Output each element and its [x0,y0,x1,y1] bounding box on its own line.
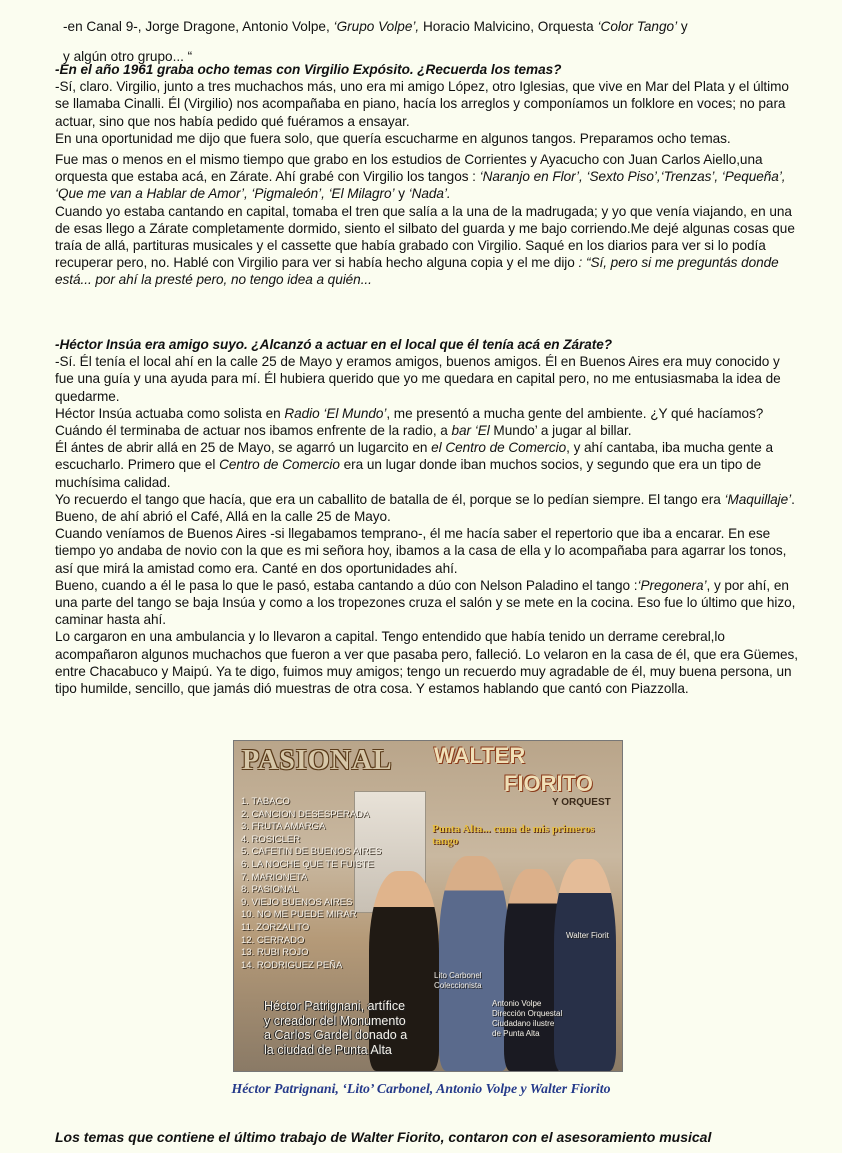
intro-italic: ‘Color Tango’ [597,18,678,34]
intro-text: Horacio Malvicino, Orquesta [419,18,598,34]
venue-name: Centro de Comercio [219,457,340,473]
answer-text: Cuando yo estaba cantando en capital, tomaba el tren que salía a la una de la madrugada; y yo que venía viajando, en una de esas llego a Zárate completamente dormido, siento el silbato del guarda y me bajo corriendo.Me dejé algunas cosas que traía de allá, partituras musicales y el cassette que había grabado con Virgilio. Saqué en los diarios para ver si lo podía recuperar pero, no. Hablé con Virgilio para ver si había hecho alguna copia y el me dijo [55,203,795,271]
question-1: -En el año 1961 graba ocho temas con Virgilio Expósito. ¿Recuerda los temas? [55,62,562,77]
answer-text: , me presentó a mucha gente del ambiente. ¿Y qué hacíamos? Cuándo él terminaba de actuar nos ibamos enfrente de la radio, a [55,405,764,439]
intro-line-1 [55,18,800,35]
tango-titles: ‘Naranjo en Flor’, ‘Sexto Piso’,‘Trenzas’, ‘Pequeña’, ‘Que me van a Hablar de Amor’, ‘Pigmaleón’, ‘El Milagro’ [55,169,786,202]
answer-paragraph: Cuando veníamos de Buenos Aires -si llegabamos temprano-, él me hacía saber el repertorio que iba a encarar. En ese tiempo yo andaba de novio con la que es mi señora hoy, ibamos a la casa de ella y lo acompañaba para agarrar los tonos, así que mirá la amistad como era. Canté en dos oportunidades ahí. [55,526,787,576]
credit-line: Héctor Patrignani, artífice [264,999,406,1013]
answer-paragraph [55,203,800,289]
answer-paragraph [55,577,800,629]
answer-paragraph: -Sí, claro. Virgilio, junto a tres muchachos más, uno era mi amigo López, otro Iglesias, que vive en Mar del Plata y el último se llamaba Cinalli. Él (Virgilio) nos acompañaba en piano, hacía los arreglos y componíamos un folklore en voces; no para actuar, sino que nos había pedido qué fuéramos a ensayar. [55,79,789,129]
answer-text: . Bueno, de ahí abrió el Café, Allá en la calle 25 de Mayo. [55,491,795,525]
label-volpe-role: Ciudadano ilustre [492,1019,555,1028]
answer-paragraph [55,491,800,525]
label-volpe-role: de Punta Alta [492,1029,540,1038]
track-item: 12. CERRADO [241,934,305,946]
label-volpe [492,999,562,1039]
answer-text: Héctor Insúa actuaba como solista en [55,405,285,421]
label-volpe-name: Antonio Volpe [492,999,542,1008]
album-title: PASIONAL [242,745,393,776]
intro-text: -en Canal 9-, Jorge Dragone, Antonio Volpe, [63,18,334,34]
track-item: 9. VIEJO BUENOS AIRES [241,896,353,908]
track-item: 2. CANCION DESESPERADA [241,808,370,820]
photo-credit [264,999,407,1057]
tango-title: ‘Maquillaje’ [724,491,792,507]
answer-paragraph: Lo cargaron en una ambulancia y lo llevaron a capital. Tengo entendido que había tenido un derrame cerebral,lo acompañaron algunos muchachos que fueron a ver que pasaba pero, falleció. Lo velaron en la casa de él, que era Güemes, entre Chacabuco y Maipú. Ya te digo, fuimos muy amigos; tengo un recuerdo muy agradable de él, muy buena persona, un tipo humilde, sencillo, que jamás dió muestras de otra cosa. Y estamos hablando que cantó con Piazzolla. [55,629,798,697]
track-item: 11. ZORZALITO [241,921,310,933]
track-list [241,796,381,972]
track-item: 1. TABACO [241,796,290,807]
track-item: 10. NO ME PUEDE MIRAR [241,909,357,921]
answer-paragraph [55,439,800,491]
album-slogan: Punta Alta... cuna de mis primeros tango [432,823,595,847]
artist-last-name: FIORITO [504,771,593,796]
venue-name: el Centro de Comercio [431,440,567,456]
answer-text: Fue mas o menos en el mismo tiempo que grabo en los estudios de Corrientes y Ayacucho con Juan Carlos Aiello,una orquesta que estaba acá, en Zárate. Ahí grabé con Virgilio los tangos : [55,152,763,185]
artist-first-name: WALTER [434,743,526,768]
credit-line: y creador del Monumento [264,1013,406,1028]
answer-text: , y ahí cantaba, iba mucha gente a escucharlo. Primero que el [55,440,773,473]
orchestra-label: Y ORQUEST [552,797,611,808]
artist-name [434,743,614,808]
album-cover-photo [233,740,623,1072]
label-volpe-role: Dirección Orquestal [492,1009,563,1018]
track-item: 8. PASIONAL [241,884,299,896]
credit-line: la ciudad de Punta Alta [264,1042,392,1057]
answer-paragraph: En una oportunidad me dijo que fuera solo, que quería escucharme en algunos tangos. Preparamos ocho temas. [55,130,731,146]
quote: : “Sí, pero si me preguntás donde está... por ahí la presté pero, no tengo idea a quién... [55,255,779,288]
track-item: 4. ROSICLER [241,833,301,845]
answer-paragraph [55,405,800,439]
credit-line: a Carlos Gardel donado a [264,1028,408,1042]
label-lito-name: Lito Carbonel [434,971,482,980]
answer-text: Yo recuerdo el tango que hacía, que era un caballito de batalla de él, porque se lo pedían siempre. El tango era [55,491,725,507]
track-item: 7. MARIONETA [241,871,308,883]
label-lito-role: Coleccionista [434,981,482,990]
answer-text: Bueno, cuando a él le pasa lo que le pasó, estaba cantando a dúo con Nelson Paladino el tango : [55,577,638,593]
answer-paragraph: -Sí. Él tenía el local ahí en la calle 25 de Mayo y eramos amigos, buenos amigos. Él en Buenos Aires era muy conocido y fue una guía y una ayuda para mí. Él hubiera querido que yo me quedara en capital pero, no me entusiasmaba la idea de quedarme. [55,354,781,404]
track-item: 6. LA NOCHE QUE TE FUISTE [241,858,374,870]
closing-line: Los temas que contiene el último trabajo de Walter Fiorito, contaron con el asesoramiento musical [55,1129,712,1145]
person-fiorito [554,859,616,1071]
tango-title: ‘Pregonera’ [637,577,707,593]
interview-section-2 [55,336,800,697]
interview-section-1 [55,61,800,289]
track-item: 13. RUBI ROJO [241,947,309,959]
label-lito [434,971,482,991]
answer-text: , y por ahí, en una parte del tango se baja Insúa y como a los tropezones cruza el salón y se mete en la cocina. Eso fue lo último que hizo, caminar hasta ahí. [55,577,796,628]
track-item: 3. FRUTA AMARGA [241,821,326,833]
track-item: 14. RODRIGUEZ PEÑA [241,959,343,971]
label-walter: Walter Fiorit [566,931,609,940]
tango-title: ‘Nada’. [408,186,451,202]
intro-italic: ‘Grupo Volpe’, [333,18,420,34]
radio-name: Radio ‘El Mundo’ [284,405,387,421]
bar-name: bar ‘El [451,423,490,439]
answer-text: y [394,186,409,202]
question-2: -Héctor Insúa era amigo suyo. ¿Alcanzó a actuar en el local que él tenía acá en Zárate? [55,337,612,352]
answer-text: Él ántes de abrir allá en 25 de Mayo, se agarró un lugarcito en [55,440,432,456]
answer-text: era un lugar donde iban muchos socios, y segundo que era un tipo de muchísima calidad. [55,457,762,490]
answer-text: Mundo’ a jugar al billar. [489,423,632,439]
track-item: 5. CAFETIN DE BUENOS AIRES [241,846,382,858]
intro-line-2: y algún otro grupo... “ [63,49,193,65]
answer-paragraph [55,151,800,203]
intro-text: y [677,18,688,34]
photo-caption: Héctor Patrignani, ‘Lito’ Carbonel, Antonio Volpe y Walter Fiorito [231,1081,611,1096]
